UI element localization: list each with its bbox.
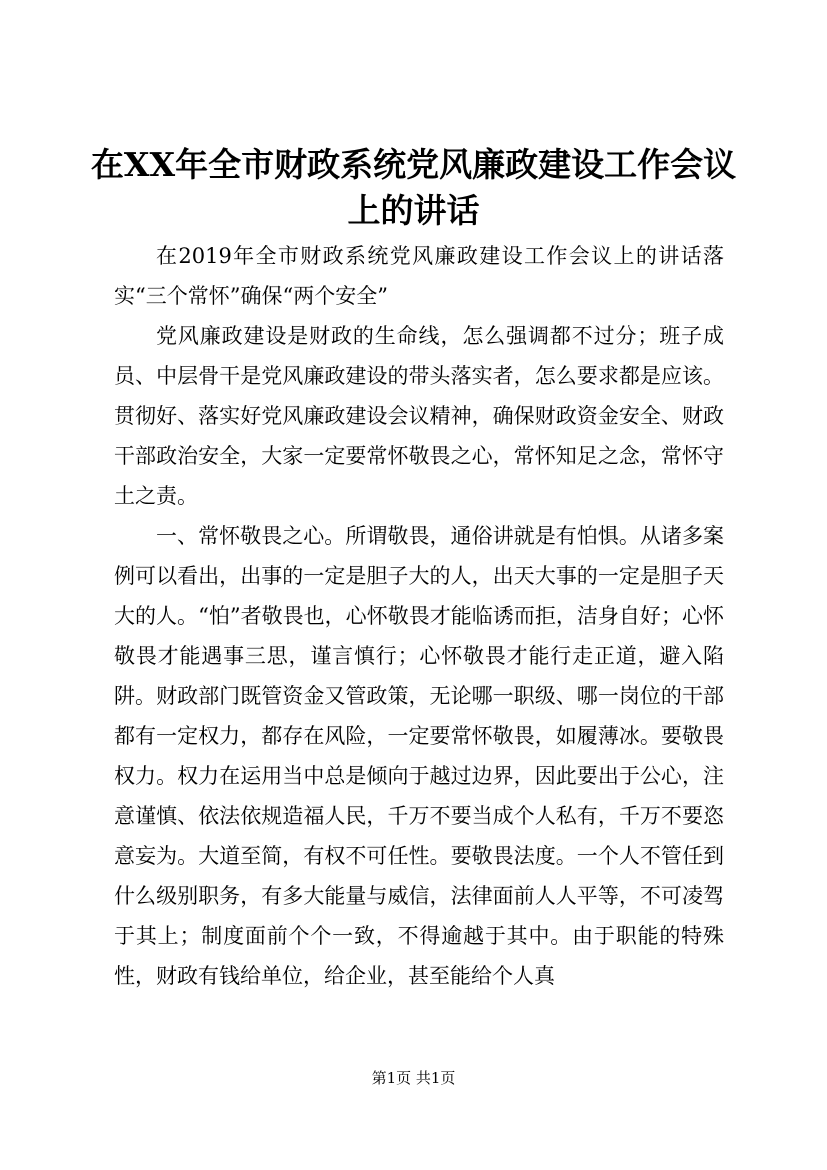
paragraph-subtitle: 在2019年全市财政系统党风廉政建设工作会议上的讲话落实“三个常怀”确保“两个安全”	[114, 244, 724, 308]
page-footer: 第1页 共1页	[371, 1069, 456, 1087]
document-body	[114, 236, 724, 996]
title-line-1: 在XX年全市财政系统党风廉政建设工作会议	[90, 145, 737, 184]
paragraph-section-1: 一、常怀敬畏之心。所谓敬畏，通俗讲就是有怕惧。从诸多案例可以看出，出事的一定是胆子大的人，出天大事的一定是胆子天大的人。“怕”者敬畏也，心怀敬畏才能临诱而拒，洁身自好；心怀敬畏才能遇事三思，谨言慎行；心怀敬畏才能行走正道，避入陷阱。财政部门既管资金又管政策，无论哪一职级、哪一岗位的干部都有一定权力，都存在风险，一定要常怀敬畏，如履薄冰。要敬畏权力。权力在运用当中总是倾向于越过边界，因此要出于公心，注意谨慎、依法依规造福人民，千万不要当成个人私有，千万不要恣意妄为。大道至简，有权不可任性。要敬畏法度。一个人不管任到什么级别职务，有多大能量与威信，法律面前人人平等，不可凌驾于其上；制度面前个个一致，不得逾越于其中。由于职能的特殊性，财政有钱给单位，给企业，甚至能给个人真	[114, 524, 724, 988]
paragraph-intro: 党风廉政建设是财政的生命线，怎么强调都不过分；班子成员、中层骨干是党风廉政建设的带头落实者，怎么要求都是应该。贯彻好、落实好党风廉政建设会议精神，确保财政资金安全、财政干部政治安全，大家一定要常怀敬畏之心，常怀知足之念，常怀守土之责。	[114, 324, 724, 508]
title-line-2: 上的讲话	[347, 191, 480, 230]
document-title	[90, 142, 737, 234]
